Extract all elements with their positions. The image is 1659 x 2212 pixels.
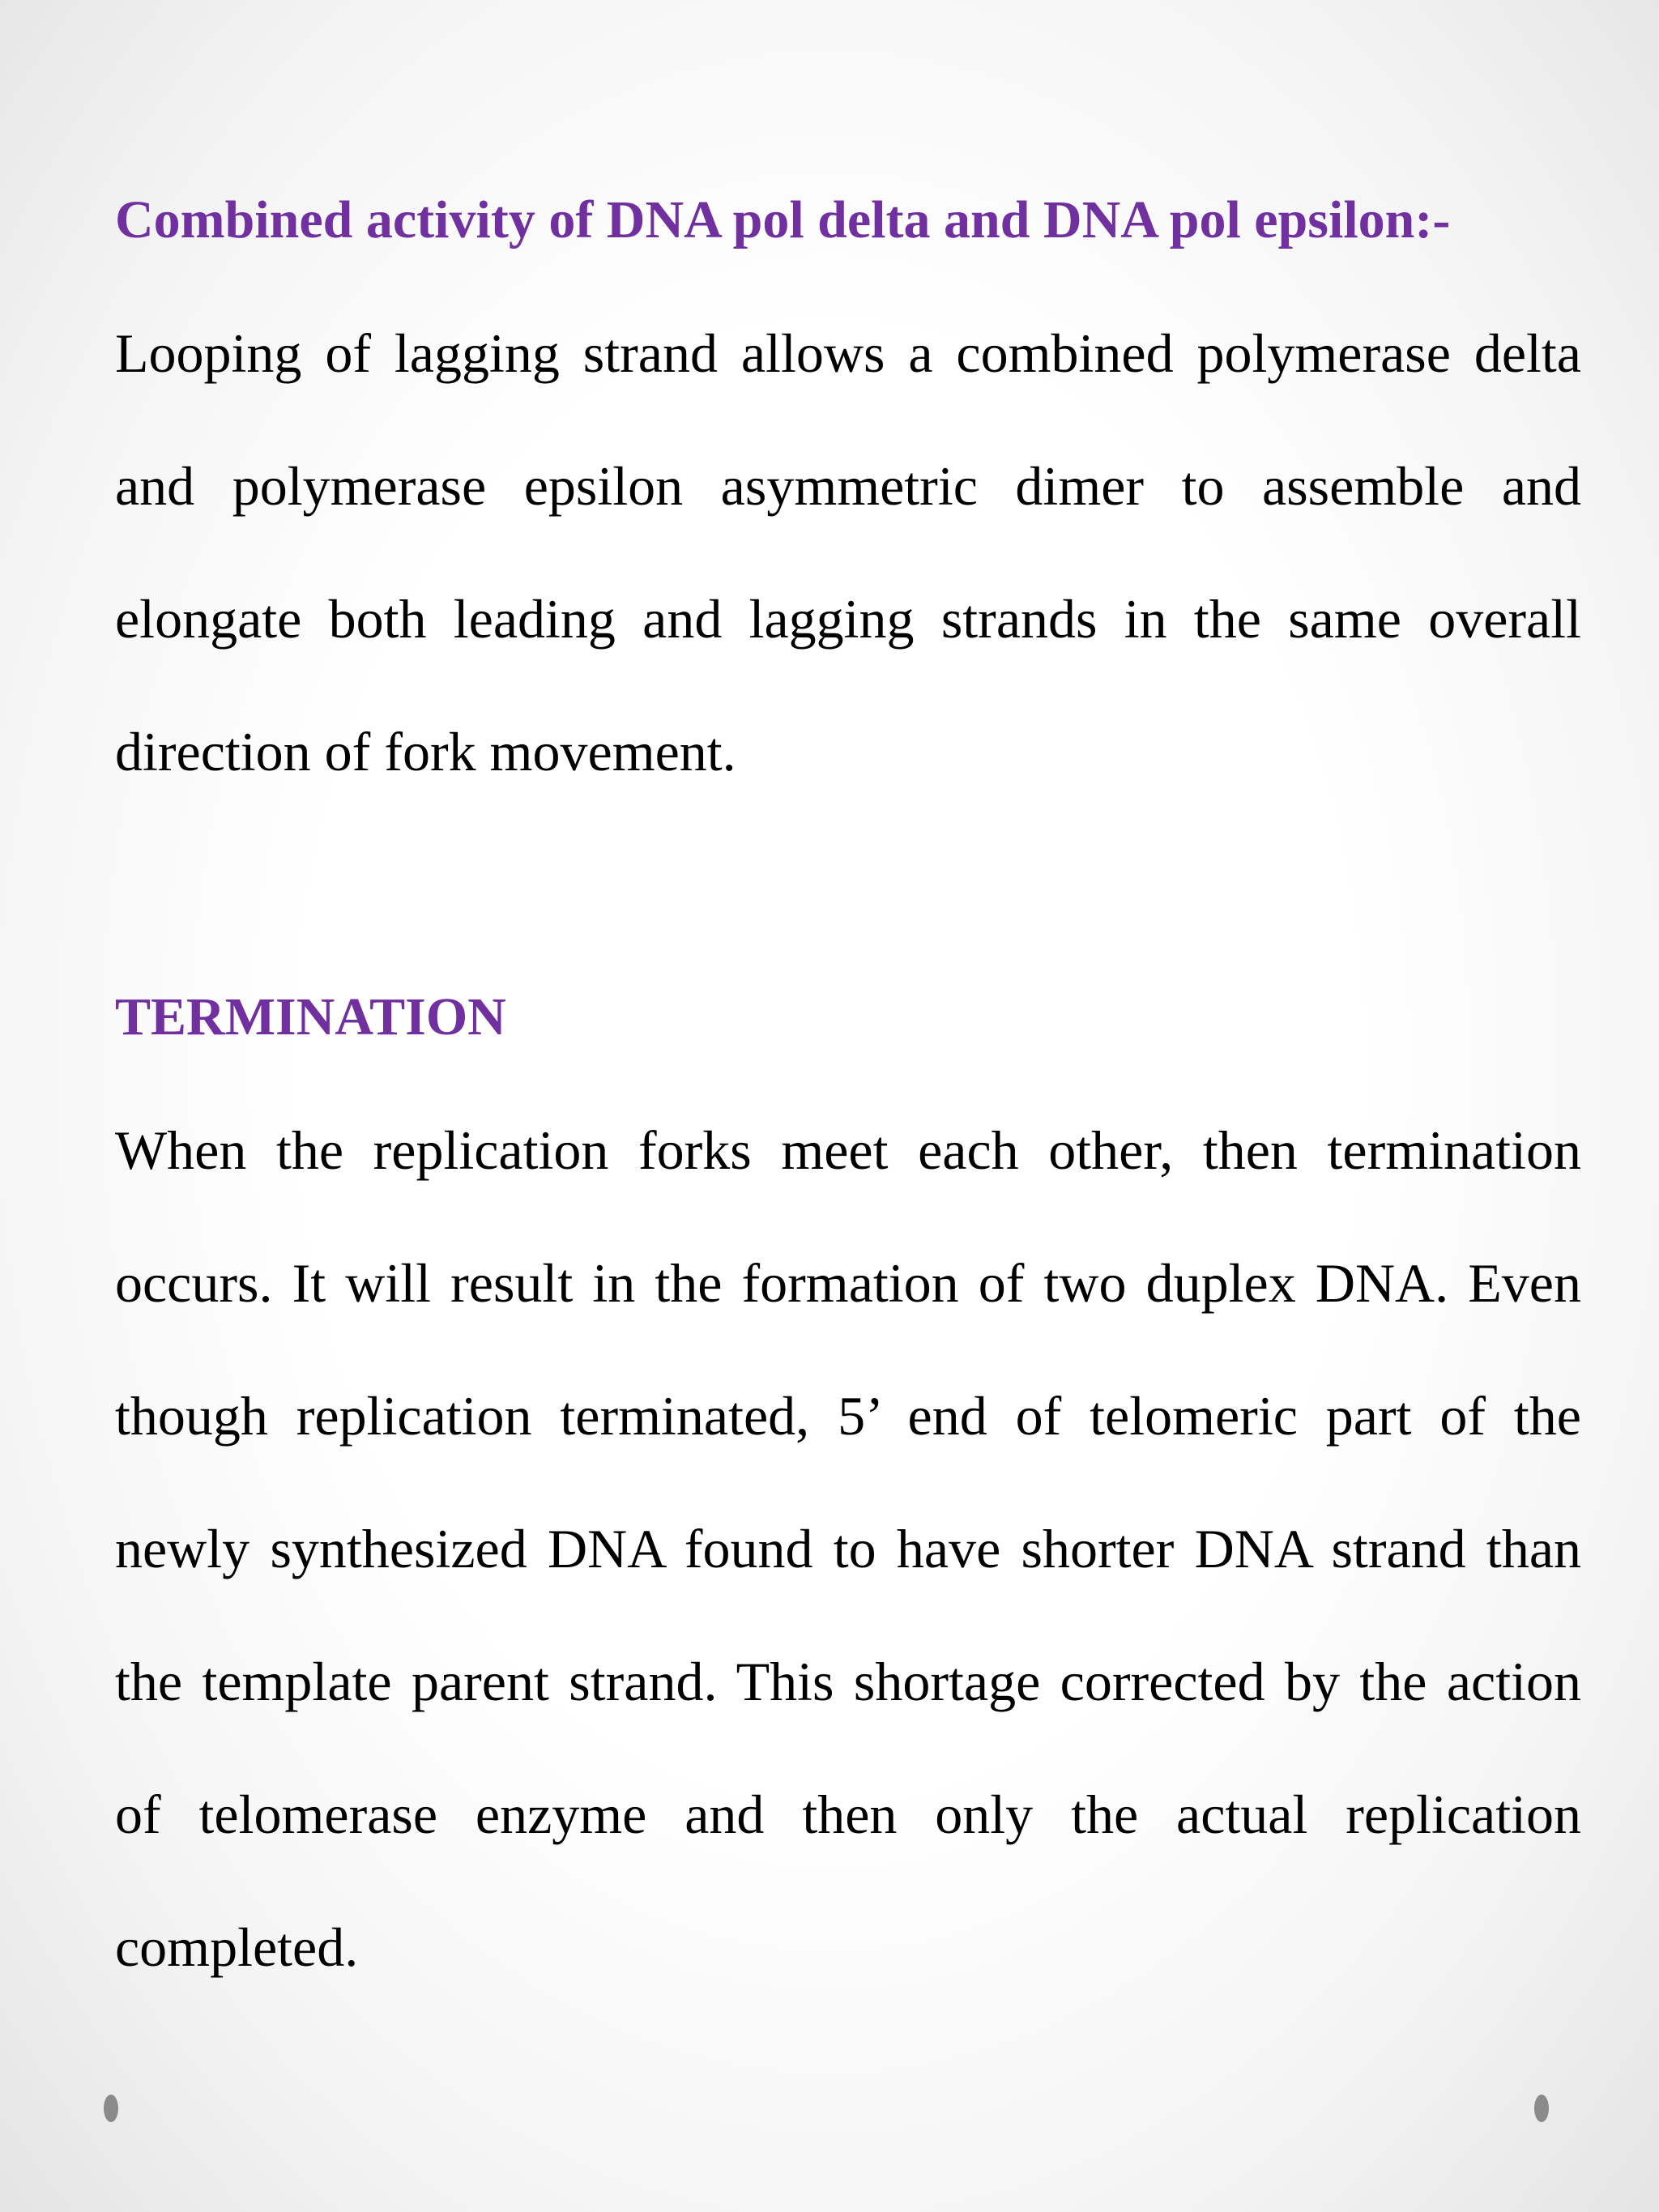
right-bullet-dot-icon	[1534, 2095, 1549, 2122]
section-heading-termination: TERMINATION	[115, 987, 506, 1046]
left-bullet-dot-icon	[104, 2095, 118, 2122]
paragraph-combined-activity: Looping of lagging strand allows a combined polymerase delta and polymerase epsilon asymmetric dimer to assemble and elongate both leading and lagging strands in the same overall direction of fork movement.	[115, 322, 1581, 782]
paragraph-termination: When the replication forks meet each other, then termination occurs. It will result in the formation of two duplex DNA. Even though replication terminated, 5’ end of telomeric part of the newly synthesized DNA found to have shorter DNA strand than the template parent strand. This shortage corrected by the action of telomerase enzyme and then only the actual replication completed.	[115, 1119, 1581, 1978]
slide-content	[115, 154, 1581, 2014]
section-heading-combined-activity: Combined activity of DNA pol delta and DNA pol epsilon:-	[115, 190, 1451, 249]
